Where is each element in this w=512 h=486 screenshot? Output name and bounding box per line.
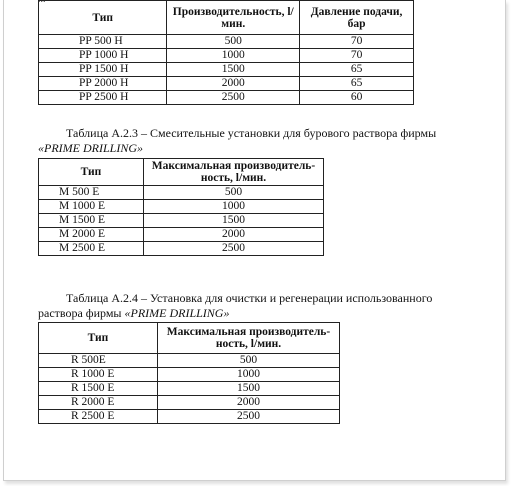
cell-type: M 1000 E xyxy=(39,200,144,214)
cropped-top-text xyxy=(38,0,46,5)
table-row xyxy=(39,396,340,410)
table-row xyxy=(39,410,340,424)
table-row xyxy=(39,63,414,77)
table-row xyxy=(39,382,340,396)
table-row xyxy=(39,186,324,200)
cell-capacity: 2000 xyxy=(158,396,340,410)
cell-type: R 1500 E xyxy=(39,382,158,396)
table-row xyxy=(39,77,414,91)
caption-text: Таблица А.2.4 – Установка для очистки и регенерации использованного раствора фирмы xyxy=(38,291,433,320)
cell-capacity: 2000 xyxy=(144,228,324,242)
cell-type: PP 500 H xyxy=(39,35,167,49)
column-header-type: Тип xyxy=(39,159,144,186)
table-caption xyxy=(38,126,478,156)
cell-type: PP 2000 H xyxy=(39,77,167,91)
table-row xyxy=(39,91,414,105)
column-header-capacity: Производительность, l/мин. xyxy=(167,1,300,35)
cell-type: R 2000 E xyxy=(39,396,158,410)
cell-capacity: 1500 xyxy=(158,382,340,396)
cell-type: R 500E xyxy=(39,354,158,368)
table-row xyxy=(39,214,324,228)
table-row xyxy=(39,242,324,256)
table-row xyxy=(39,200,324,214)
cell-capacity: 2500 xyxy=(144,242,324,256)
column-header-max-capacity: Максимальная производитель-ность, l/мин. xyxy=(158,323,340,354)
table-header-row xyxy=(39,1,414,35)
table-row xyxy=(39,354,340,368)
cell-capacity: 500 xyxy=(144,186,324,200)
cell-type: M 2000 E xyxy=(39,228,144,242)
pump-table xyxy=(38,0,414,105)
cell-type: M 500 E xyxy=(39,186,144,200)
cell-capacity: 1000 xyxy=(158,368,340,382)
cell-pressure: 65 xyxy=(300,63,414,77)
table-row xyxy=(39,228,324,242)
cell-type: PP 2500 H xyxy=(39,91,167,105)
cleaning-units-table xyxy=(38,322,340,424)
cell-capacity: 1500 xyxy=(167,63,300,77)
caption-text: Таблица А.2.3 – Смесительные установки для бурового раствора фирмы xyxy=(66,126,437,140)
cell-type: M 2500 E xyxy=(39,242,144,256)
cell-capacity: 2500 xyxy=(158,410,340,424)
table-caption xyxy=(38,291,478,321)
column-header-type: Тип xyxy=(39,323,158,354)
table-row xyxy=(39,35,414,49)
column-header-pressure: Давление подачи, бар xyxy=(300,1,414,35)
table-header-row xyxy=(39,323,340,354)
cell-capacity: 1000 xyxy=(167,49,300,63)
cell-capacity: 1000 xyxy=(144,200,324,214)
column-header-type: Тип xyxy=(39,1,167,35)
caption-company: «PRIME DRILLING» xyxy=(124,306,230,320)
cell-capacity: 2500 xyxy=(167,91,300,105)
cell-pressure: 70 xyxy=(300,49,414,63)
column-header-max-capacity: Максимальная производитель-ность, l/мин. xyxy=(144,159,324,186)
cell-capacity: 1500 xyxy=(144,214,324,228)
cell-type: R 2500 E xyxy=(39,410,158,424)
cell-pressure: 60 xyxy=(300,91,414,105)
cell-type: R 1000 E xyxy=(39,368,158,382)
cell-capacity: 500 xyxy=(158,354,340,368)
document-page xyxy=(3,0,506,481)
cell-pressure: 65 xyxy=(300,77,414,91)
cell-type: PP 1500 H xyxy=(39,63,167,77)
mixing-units-table xyxy=(38,158,324,256)
table-row xyxy=(39,368,340,382)
cell-capacity: 500 xyxy=(167,35,300,49)
cell-pressure: 70 xyxy=(300,35,414,49)
caption-company: «PRIME DRILLING» xyxy=(38,141,143,155)
cell-capacity: 2000 xyxy=(167,77,300,91)
table-header-row xyxy=(39,159,324,186)
cell-type: M 1500 E xyxy=(39,214,144,228)
table-row xyxy=(39,49,414,63)
cell-type: PP 1000 H xyxy=(39,49,167,63)
